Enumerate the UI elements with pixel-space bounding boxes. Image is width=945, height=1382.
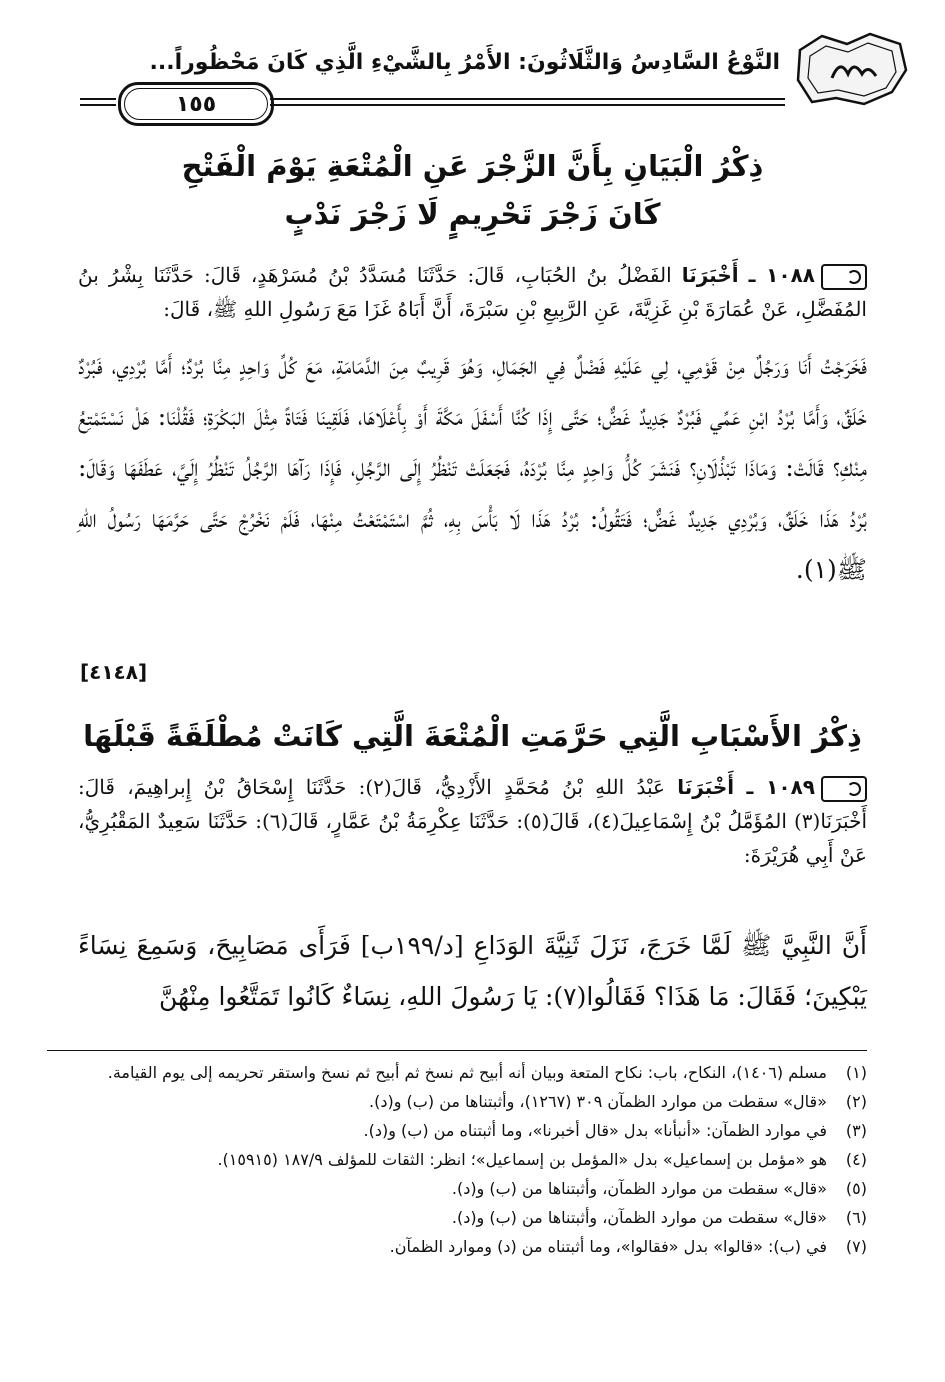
hadith-1089-isnad — [78, 770, 867, 872]
footnote — [78, 1174, 867, 1203]
hadith-marker-icon — [821, 264, 867, 290]
heading-line: ذِكْرُ الأَسْبَابِ الَّتِي حَرَّمَتِ الْمُتْعَةَ الَّتِي كَانَتْ مُطْلَقَةً قَبْلَهَا — [83, 719, 862, 753]
footnote — [78, 1203, 867, 1232]
footnote-number: (٢) — [845, 1092, 867, 1111]
footnote-text: «قال» سقطت من موارد الظمآن، وأثبتناها من (ب) و(د). — [451, 1208, 827, 1227]
footnote-number: (٤) — [845, 1150, 867, 1169]
hadith-1088-isnad — [78, 258, 867, 326]
heading-line-1: ذِكْرُ الْبَيَانِ بِأَنَّ الزَّجْرَ عَنِ الْمُتْعَةِ يَوْمَ الْفَتْحِ — [181, 149, 764, 183]
header-rule-left-2 — [80, 104, 116, 106]
hadith-marker-icon — [821, 776, 867, 802]
isnad-text: عَبْدُ اللهِ بْنُ مُحَمَّدٍ الأَزْدِيُّ، قَالَ(٢): حَدَّثَنَا إِسْحَاقُ بْنُ إِبراهِيمَ، قَالَ: أَخْبَرَنَا(٣) المُؤَمَّلُ بْنُ إِسْمَاعِيلَ(٤)، قَالَ(٥): حَدَّثَنَا عِكْرِمَةُ بْنُ عَمَّارٍ، قَالَ(٦): حَدَّثَنَا سَعِيدٌ المَقْبُرِيُّ، عَنْ أَبِي هُرَيْرَةَ: — [78, 775, 867, 867]
akhbarana-word: أَخْبَرَنَا — [681, 263, 739, 287]
section-heading-2 — [70, 712, 875, 760]
footnote — [78, 1116, 867, 1145]
akhbarana-word: أَخْبَرَنَا — [677, 775, 735, 799]
header-rule-right-2 — [270, 104, 785, 106]
footnote — [78, 1232, 867, 1261]
page-number-text: ١٥٥ — [175, 91, 217, 117]
heading-line-2: كَانَ زَجْرَ تَحْرِيمٍ لَا زَجْرَ نَدْبٍ — [284, 197, 661, 231]
footnote-number: (٦) — [845, 1208, 867, 1227]
footnote — [78, 1087, 867, 1116]
running-title: النَّوْعُ السَّادِسُ وَالثَّلَاثُونَ: الأَمْرُ بِالشَّيْءِ الَّذِي كَانَ مَحْظُوراً... — [149, 50, 780, 75]
footnote-number: (٣) — [845, 1121, 867, 1140]
isnad-text: الفَضْلُ بنُ الحُبَابِ، قَالَ: حَدَّثَنَا مُسَدَّدُ بْنُ مُسَرْهَدٍ، قَالَ: حَدَّثَنَا بِشْرُ بنُ المُفَضَّلِ، عَنْ عُمَارَةَ بْنِ غَزِيَّةَ، عَنِ الرَّبِيعِ بْنِ سَبْرَةَ، أَنَّ أَبَاهُ غَزَا مَعَ رَسُولِ اللهِ ﷺ، قَالَ: — [78, 263, 867, 321]
footnote-separator — [47, 1050, 867, 1051]
page-header — [70, 30, 910, 115]
hadith-1089-matn: أَنَّ النَّبِيَّ ﷺ لَمَّا خَرَجَ، نَزَلَ ثَنِيَّةَ الوَدَاعِ [د/١٩٩ب] فَرَأَى مَصَابِيحَ، وَسَمِعَ نِسَاءً يَبْكِينَ؛ فَقَالَ: مَا هَذَا؟ فَقَالُوا(٧): يَا رَسُولَ اللهِ، نِسَاءٌ كَانُوا تَمَتَّعُوا مِنْهُنَّ — [78, 931, 867, 1011]
header-rule-right — [270, 98, 785, 100]
footnote-text: «قال» سقطت من موارد الظمآن، وأثبتناها من (ب) و(د). — [451, 1179, 827, 1198]
section-heading-1 — [70, 142, 875, 238]
footnote-text: «قال» سقطت من موارد الظمآن ٣٠٩ (١٢٦٧)، وأثبتناها من (ب) و(د). — [369, 1092, 827, 1111]
footnote-text: مسلم (١٤٠٦)، النكاح، باب: نكاح المتعة وبيان أنه أبيح ثم نسخ ثم أبيح ثم نسخ واستقر تحريمه إلى يوم القيامة. — [107, 1063, 827, 1082]
footnote-text: هو «مؤمل بن إسماعيل» بدل «المؤمل بن إسماعيل»؛ انظر: الثقات للمؤلف ١٨٧/٩ (١٥٩١٥). — [217, 1150, 827, 1169]
hadith-number: ١٠٨٩ ـ — [746, 775, 815, 799]
page-number — [118, 82, 274, 126]
hadith-number: ١٠٨٨ ـ — [748, 263, 815, 287]
hadith-1088-matn: فَخَرَجْتُ أَنَا وَرَجُلٌ مِنْ قَوْمِي، لِي عَلَيْهِ فَضْلٌ فِي الجَمَالِ، وَهُوَ قَرِيبٌ مِنَ الدَّمَامَةِ، مَعَ كُلِّ وَاحِدٍ مِنَّا بُرْدٌ؛ أَمَّا بُرْدِي، فَبُرْدٌ خَلَقٌ، وَأَمَّا بُرْدُ ابْنِ عَمِّي فَبُرْدٌ جَدِيدٌ غَضٌّ؛ حَتَّى إِذَا كُنَّا أَسْفَلَ مَكَّةَ أَوْ بِأَعْلَاهَا، فَلَقِينَا فَتَاةً مِثْلَ البَكْرَةِ؛ فَقُلْنَا: هَلْ نَسْتَمْتِعُ مِنْكِ؟ قَالَتْ: وَمَاذَا تَبْذُلَانِ؟ فَنَشَرَ كُلُّ وَاحِدٍ مِنَّا بُرْدَهُ، فَجَعَلَتْ تَنْظُرُ إِلَى الرَّجُلِ، فَإِذَا رَآهَا الرَّجُلُ تَنْظُرُ إِلَيَّ، عَطَفَهَا وَقَالَ: بُرْدُ هَذَا خَلَقٌ، وَبُرْدِي جَدِيدٌ غَضٌّ؛ فَتَقُولُ: بُرْدُ هَذَا لَا بَأْسَ بِهِ، ثُمَّ اسْتَمْتَعْتُ مِنْهَا، فَلَمْ نَخْرُجْ حَتَّى حَرَّمَهَا رَسُولُ اللهِ ﷺ(١). — [78, 351, 867, 584]
footnote — [78, 1145, 867, 1174]
footnote — [78, 1058, 867, 1087]
footnote-number: (٥) — [845, 1179, 867, 1198]
footnotes — [78, 1058, 867, 1261]
header-rule-left — [80, 98, 116, 100]
footnote-text: في (ب): «قالوا» بدل «فقالوا»، وما أثبتناه من (د) وموارد الظمآن. — [389, 1237, 827, 1256]
ornament-logo-icon — [792, 30, 910, 108]
footnote-number: (١) — [845, 1063, 867, 1082]
footnote-number: (٧) — [845, 1237, 867, 1256]
hadith-reference: [٤١٤٨] — [80, 660, 148, 684]
footnote-text: في موارد الظمآن: «أنبأنا» بدل «قال أخبرنا»، وما أثبتناه من (ب) و(د). — [363, 1121, 827, 1140]
